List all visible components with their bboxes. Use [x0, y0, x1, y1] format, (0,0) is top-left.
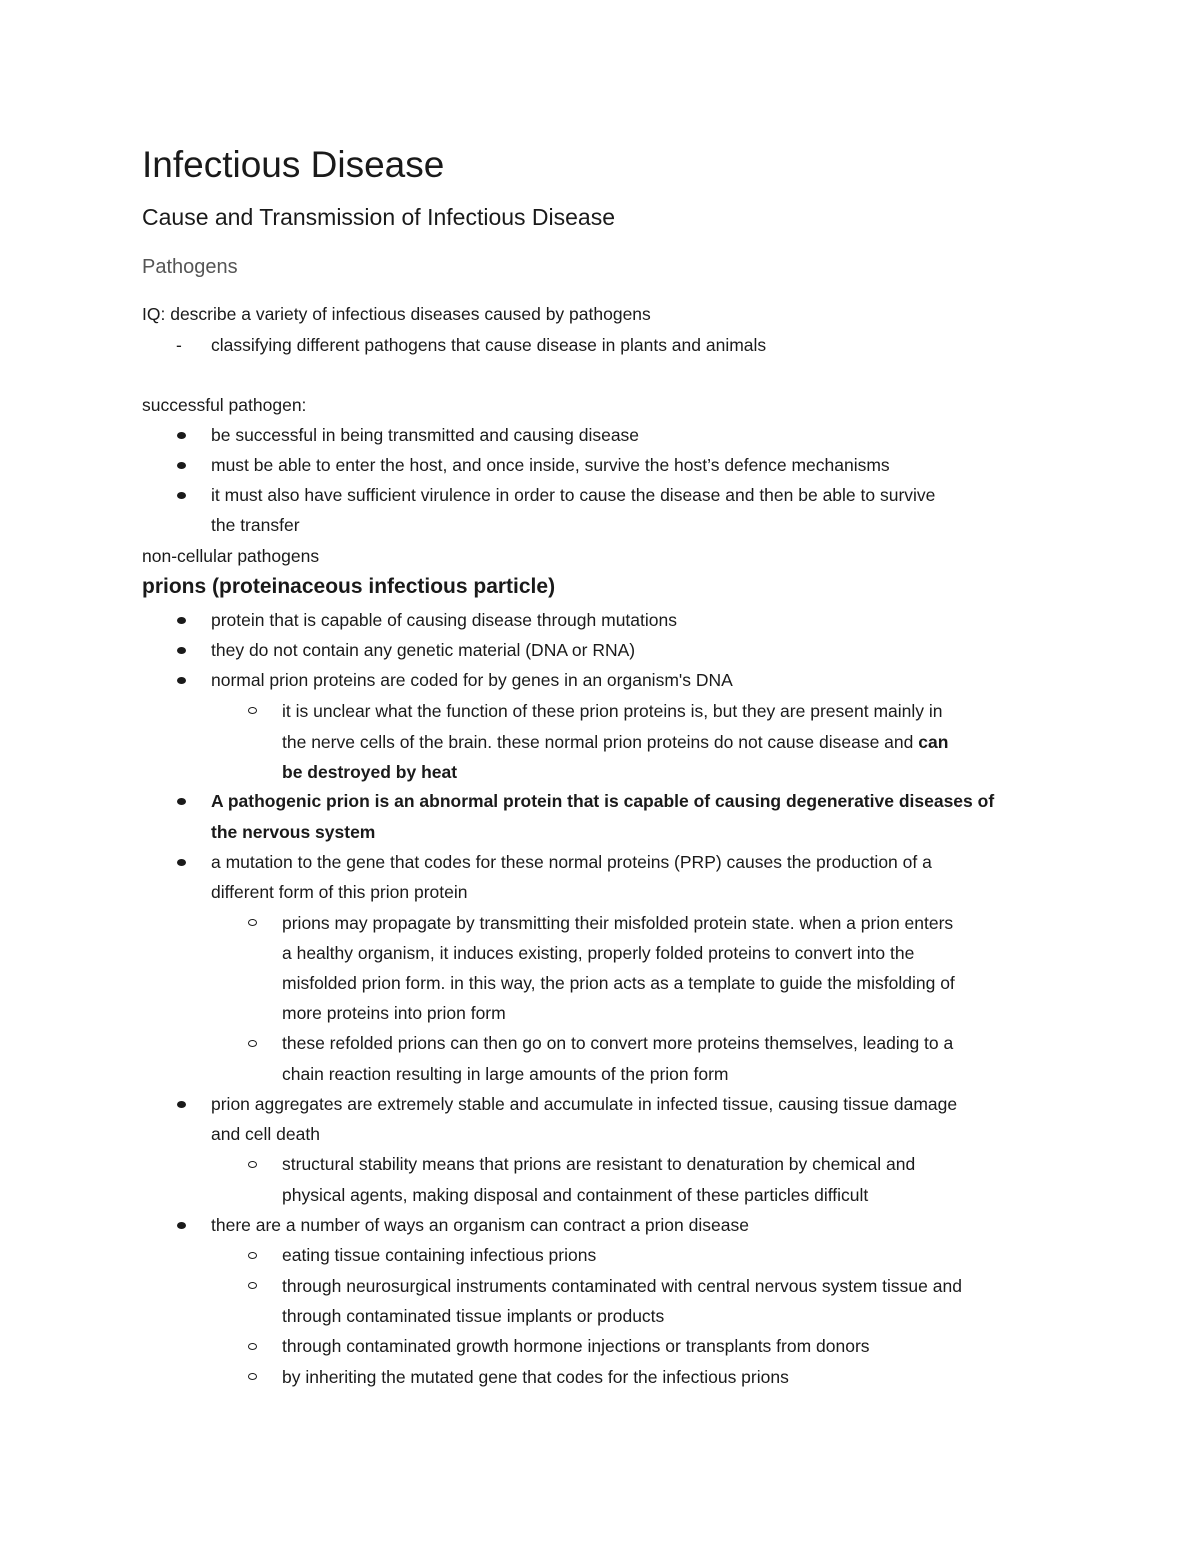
- successful-item-continued: the transfer: [211, 515, 300, 535]
- circle-bullet-icon: [248, 1282, 257, 1289]
- prion-item: they do not contain any genetic material (DNA or RNA): [211, 640, 636, 660]
- prion-item: there are a number of ways an organism can contract a prion disease: [211, 1215, 749, 1235]
- prion-subitem: through neurosurgical instruments contaminated with central nervous system tissue and: [282, 1276, 962, 1296]
- prion-subitem-continued: more proteins into prion form: [282, 1003, 506, 1023]
- circle-bullet-icon: [248, 1343, 257, 1350]
- document-title: Infectious Disease: [142, 144, 445, 185]
- prion-subitem-bold: can: [918, 732, 949, 752]
- prions-heading: prions (proteinaceous infectious particle): [142, 575, 556, 598]
- prion-item-continued: different form of this prion protein: [211, 882, 468, 902]
- prion-item-bold-continued: the nervous system: [211, 822, 376, 842]
- iq-label: IQ:: [142, 304, 166, 324]
- prion-subitem: eating tissue containing infectious prions: [282, 1245, 597, 1265]
- circle-bullet-icon: [248, 707, 257, 714]
- prion-subitem-continued: misfolded prion form. in this way, the prion acts as a template to guide the misfolding of: [282, 973, 955, 993]
- bullet-icon: [177, 1101, 186, 1108]
- prion-item-bold: A pathogenic prion is an abnormal protein that is capable of causing degenerative diseases of: [211, 791, 995, 811]
- circle-bullet-icon: [248, 919, 257, 926]
- bullet-icon: [177, 798, 186, 805]
- bullet-icon: [177, 492, 186, 499]
- prion-subitem: these refolded prions can then go on to convert more proteins themselves, leading to a: [282, 1033, 954, 1053]
- section-heading: Cause and Transmission of Infectious Disease: [142, 204, 616, 230]
- bullet-icon: [177, 677, 186, 684]
- prion-subitem-continued: chain reaction resulting in large amounts of the prion form: [282, 1064, 729, 1084]
- bullet-icon: [177, 1222, 186, 1229]
- successful-item: must be able to enter the host, and once inside, survive the host’s defence mechanisms: [211, 455, 890, 475]
- prion-subitem-continued: through contaminated tissue implants or products: [282, 1306, 665, 1326]
- noncellular-heading: non-cellular pathogens: [142, 546, 320, 566]
- prion-subitem-continued: [282, 730, 948, 754]
- prion-subitem: prions may propagate by transmitting their misfolded protein state. when a prion enters: [282, 913, 954, 933]
- prion-subitem: by inheriting the mutated gene that codes for the infectious prions: [282, 1367, 789, 1387]
- circle-bullet-icon: [248, 1373, 257, 1380]
- successful-item: it must also have sufficient virulence in order to cause the disease and then be able to survive: [211, 485, 936, 505]
- prion-subitem-continued: a healthy organism, it induces existing, properly folded proteins to convert into the: [282, 943, 915, 963]
- bullet-icon: [177, 432, 186, 439]
- subsection-heading: Pathogens: [142, 256, 238, 278]
- prion-item: protein that is capable of causing disease through mutations: [211, 610, 677, 630]
- bullet-icon: [177, 462, 186, 469]
- successful-heading: successful pathogen:: [142, 395, 307, 415]
- prion-subitem-continued: be destroyed by heat: [282, 762, 458, 782]
- prion-item: normal prion proteins are coded for by genes in an organism's DNA: [211, 670, 733, 690]
- successful-item: be successful in being transmitted and causing disease: [211, 425, 640, 445]
- bullet-icon: [177, 859, 186, 866]
- prion-subitem: through contaminated growth hormone injections or transplants from donors: [282, 1336, 870, 1356]
- iq-item: classifying different pathogens that cause disease in plants and animals: [211, 335, 767, 355]
- circle-bullet-icon: [248, 1252, 257, 1259]
- iq-line: [142, 302, 651, 326]
- iq-text: describe a variety of infectious diseases caused by pathogens: [170, 304, 651, 324]
- bullet-icon: [177, 617, 186, 624]
- prion-subitem: it is unclear what the function of these prion proteins is, but they are present mainly in: [282, 701, 943, 721]
- circle-bullet-icon: [248, 1040, 257, 1047]
- prion-subitem-continued: physical agents, making disposal and containment of these particles difficult: [282, 1185, 869, 1205]
- prion-item: a mutation to the gene that codes for these normal proteins (PRP) causes the production of a: [211, 852, 932, 872]
- prion-subitem-text: the nerve cells of the brain. these normal prion proteins do not cause disease and: [282, 732, 919, 752]
- circle-bullet-icon: [248, 1161, 257, 1168]
- prion-item-continued: and cell death: [211, 1124, 320, 1144]
- prion-item: prion aggregates are extremely stable and accumulate in infected tissue, causing tissue damage: [211, 1094, 958, 1114]
- dash-bullet: -: [176, 335, 182, 355]
- prion-subitem: structural stability means that prions are resistant to denaturation by chemical and: [282, 1154, 916, 1174]
- bullet-icon: [177, 647, 186, 654]
